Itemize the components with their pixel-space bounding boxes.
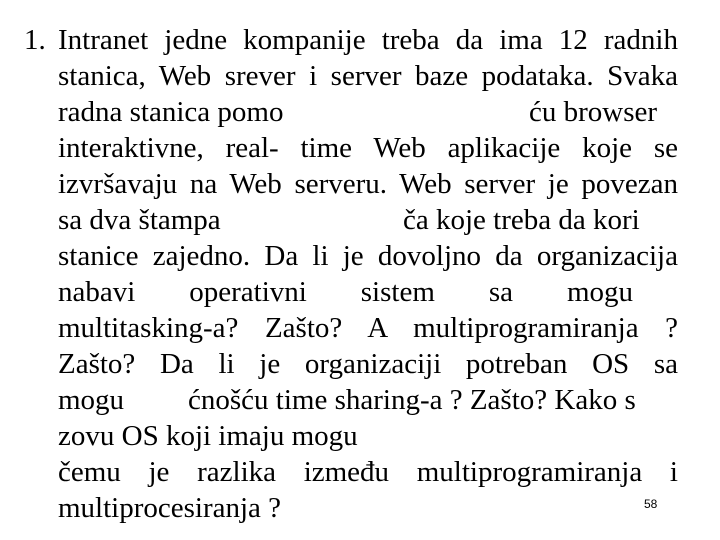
- text-segment: ću browser: [529, 96, 658, 128]
- text-line: multitasking-a? Zašto? A multiprogramiranja ?: [58, 312, 678, 344]
- text-line: stanice zajedno. Da li je dovoljno da organizacija: [58, 240, 678, 272]
- text-segment: ča koje treba da kori: [403, 204, 640, 236]
- page-number: 58: [644, 497, 658, 511]
- text-line: stanica, Web srever i server baze podataka. Svaka: [58, 60, 678, 92]
- text-segment: ćnošću time sharing-a ? Zašto? Kako s: [188, 384, 636, 416]
- text-line: interaktivne, real- time Web aplikacije koje se: [58, 132, 678, 164]
- text-line: Zašto? Da li je organizaciji potreban OS sa: [58, 348, 678, 380]
- text-line: [58, 202, 678, 238]
- text-segment: radna stanica pomo: [58, 96, 284, 128]
- text-line: Intranet jedne kompanije treba da ima 12 radnih: [58, 24, 678, 56]
- text-line: multiprocesiranja ?: [58, 492, 282, 524]
- text-line: [58, 382, 678, 418]
- text-line: [58, 94, 678, 130]
- text-line: zovu OS koji imaju mogu: [58, 420, 358, 452]
- text-line: nabavi operativni sistem sa mogu: [58, 276, 633, 308]
- text-line: izvršavaju na Web serveru. Web server je povezan: [58, 168, 678, 200]
- text-segment: sa dva štampa: [58, 204, 221, 236]
- text-line: čemu je razlika između multiprogramiranja i: [58, 456, 678, 488]
- text-segment: mogu: [58, 384, 125, 416]
- item-number: 1.: [24, 24, 46, 56]
